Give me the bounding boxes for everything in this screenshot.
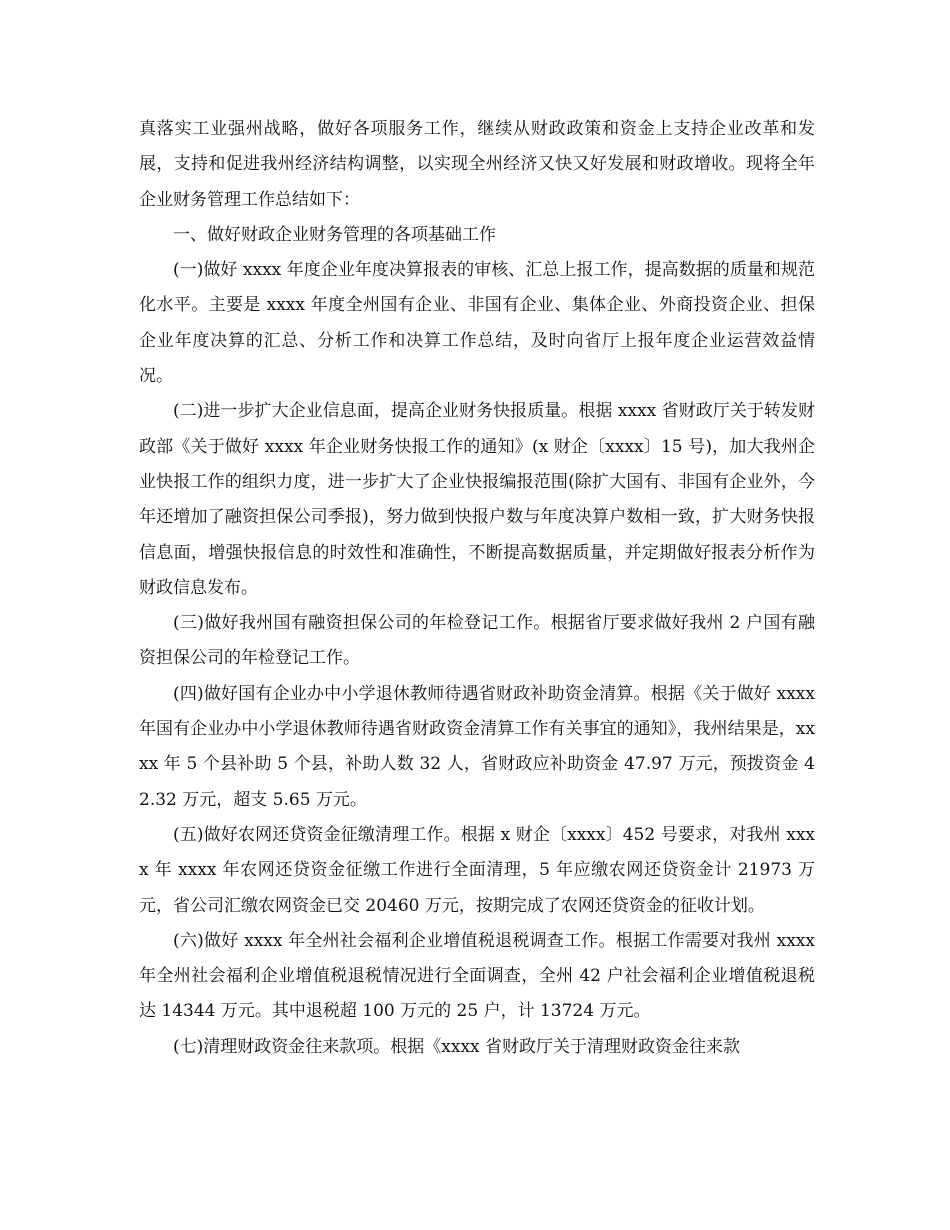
document-body xyxy=(139,112,815,1065)
section-heading-1: 一、做好财政企业财务管理的各项基础工作 xyxy=(173,224,496,245)
paragraph-item-6: (六)做好 xxxx 年全州社会福利企业增值税退税调查工作。根据工作需要对我州 xxxx 年全州社会福利企业增值税退税情况进行全面调查，全州 42 户社会福利企业增值税退税达 14344 万元。其中退税超 100 万元的 25 户，计 13724 万元。 xyxy=(139,930,815,1022)
paragraph-item-1: (一)做好 xxxx 年度企业年度决算报表的审核、汇总上报工作，提高数据的质量和规范化水平。主要是 xxxx 年度全州国有企业、非国有企业、集体企业、外商投资企业、担保企业年度决算的汇总、分析工作和决算工作总结，及时向省厅上报年度企业运营效益情况。 xyxy=(139,260,815,387)
paragraph-item-7: (七)清理财政资金往来款项。根据《xxxx 省财政厅关于清理财政资金往来款 xyxy=(173,1036,741,1057)
paragraph-item-4: (四)做好国有企业办中小学退休教师待遇省财政补助资金清算。根据《关于做好 xxxx 年国有企业办中小学退休教师待遇省财政资金清算工作有关事宜的通知》，我州结果是，xxxx 年 5 个县补助 5 个县，补助人数 32 人，省财政应补助资金 47.97 万元，预拨资金 42.32 万元，超支 5.65 万元。 xyxy=(139,683,815,810)
paragraph-item-5: (五)做好农网还贷资金征缴清理工作。根据 x 财企〔xxxx〕452 号要求，对我州 xxxx 年 xxxx 年农网还贷资金征缴工作进行全面清理，5 年应缴农网还贷资金计 21973 万元，省公司汇缴农网资金已交 20460 万元，按期完成了农网还贷资金的征收计划。 xyxy=(139,824,815,916)
paragraph-item-3: (三)做好我州国有融资担保公司的年检登记工作。根据省厅要求做好我州 2 户国有融资担保公司的年检登记工作。 xyxy=(139,613,815,669)
paragraph-item-2: (二)进一步扩大企业信息面，提高企业财务快报质量。根据 xxxx 省财政厅关于转发财政部《关于做好 xxxx 年企业财务快报工作的通知》(x 财企〔xxxx〕15 号)，加大我州企业快报工作的组织力度，进一步扩大了企业快报编报范围(除扩大国有、非国有企业外，今年还增加了融资担保公司季报)，努力做到快报户数与年度决算户数相一致，扩大财务快报信息面，增强快报信息的时效性和准确性，不断提高数据质量，并定期做好报表分析作为财政信息发布。 xyxy=(139,401,815,598)
paragraph-intro-continuation: 真落实工业强州战略，做好各项服务工作，继续从财政政策和资金上支持企业改革和发展，支持和促进我州经济结构调整，以实现全州经济又快又好发展和财政增收。现将全年企业财务管理工作总结如下： xyxy=(139,119,815,210)
